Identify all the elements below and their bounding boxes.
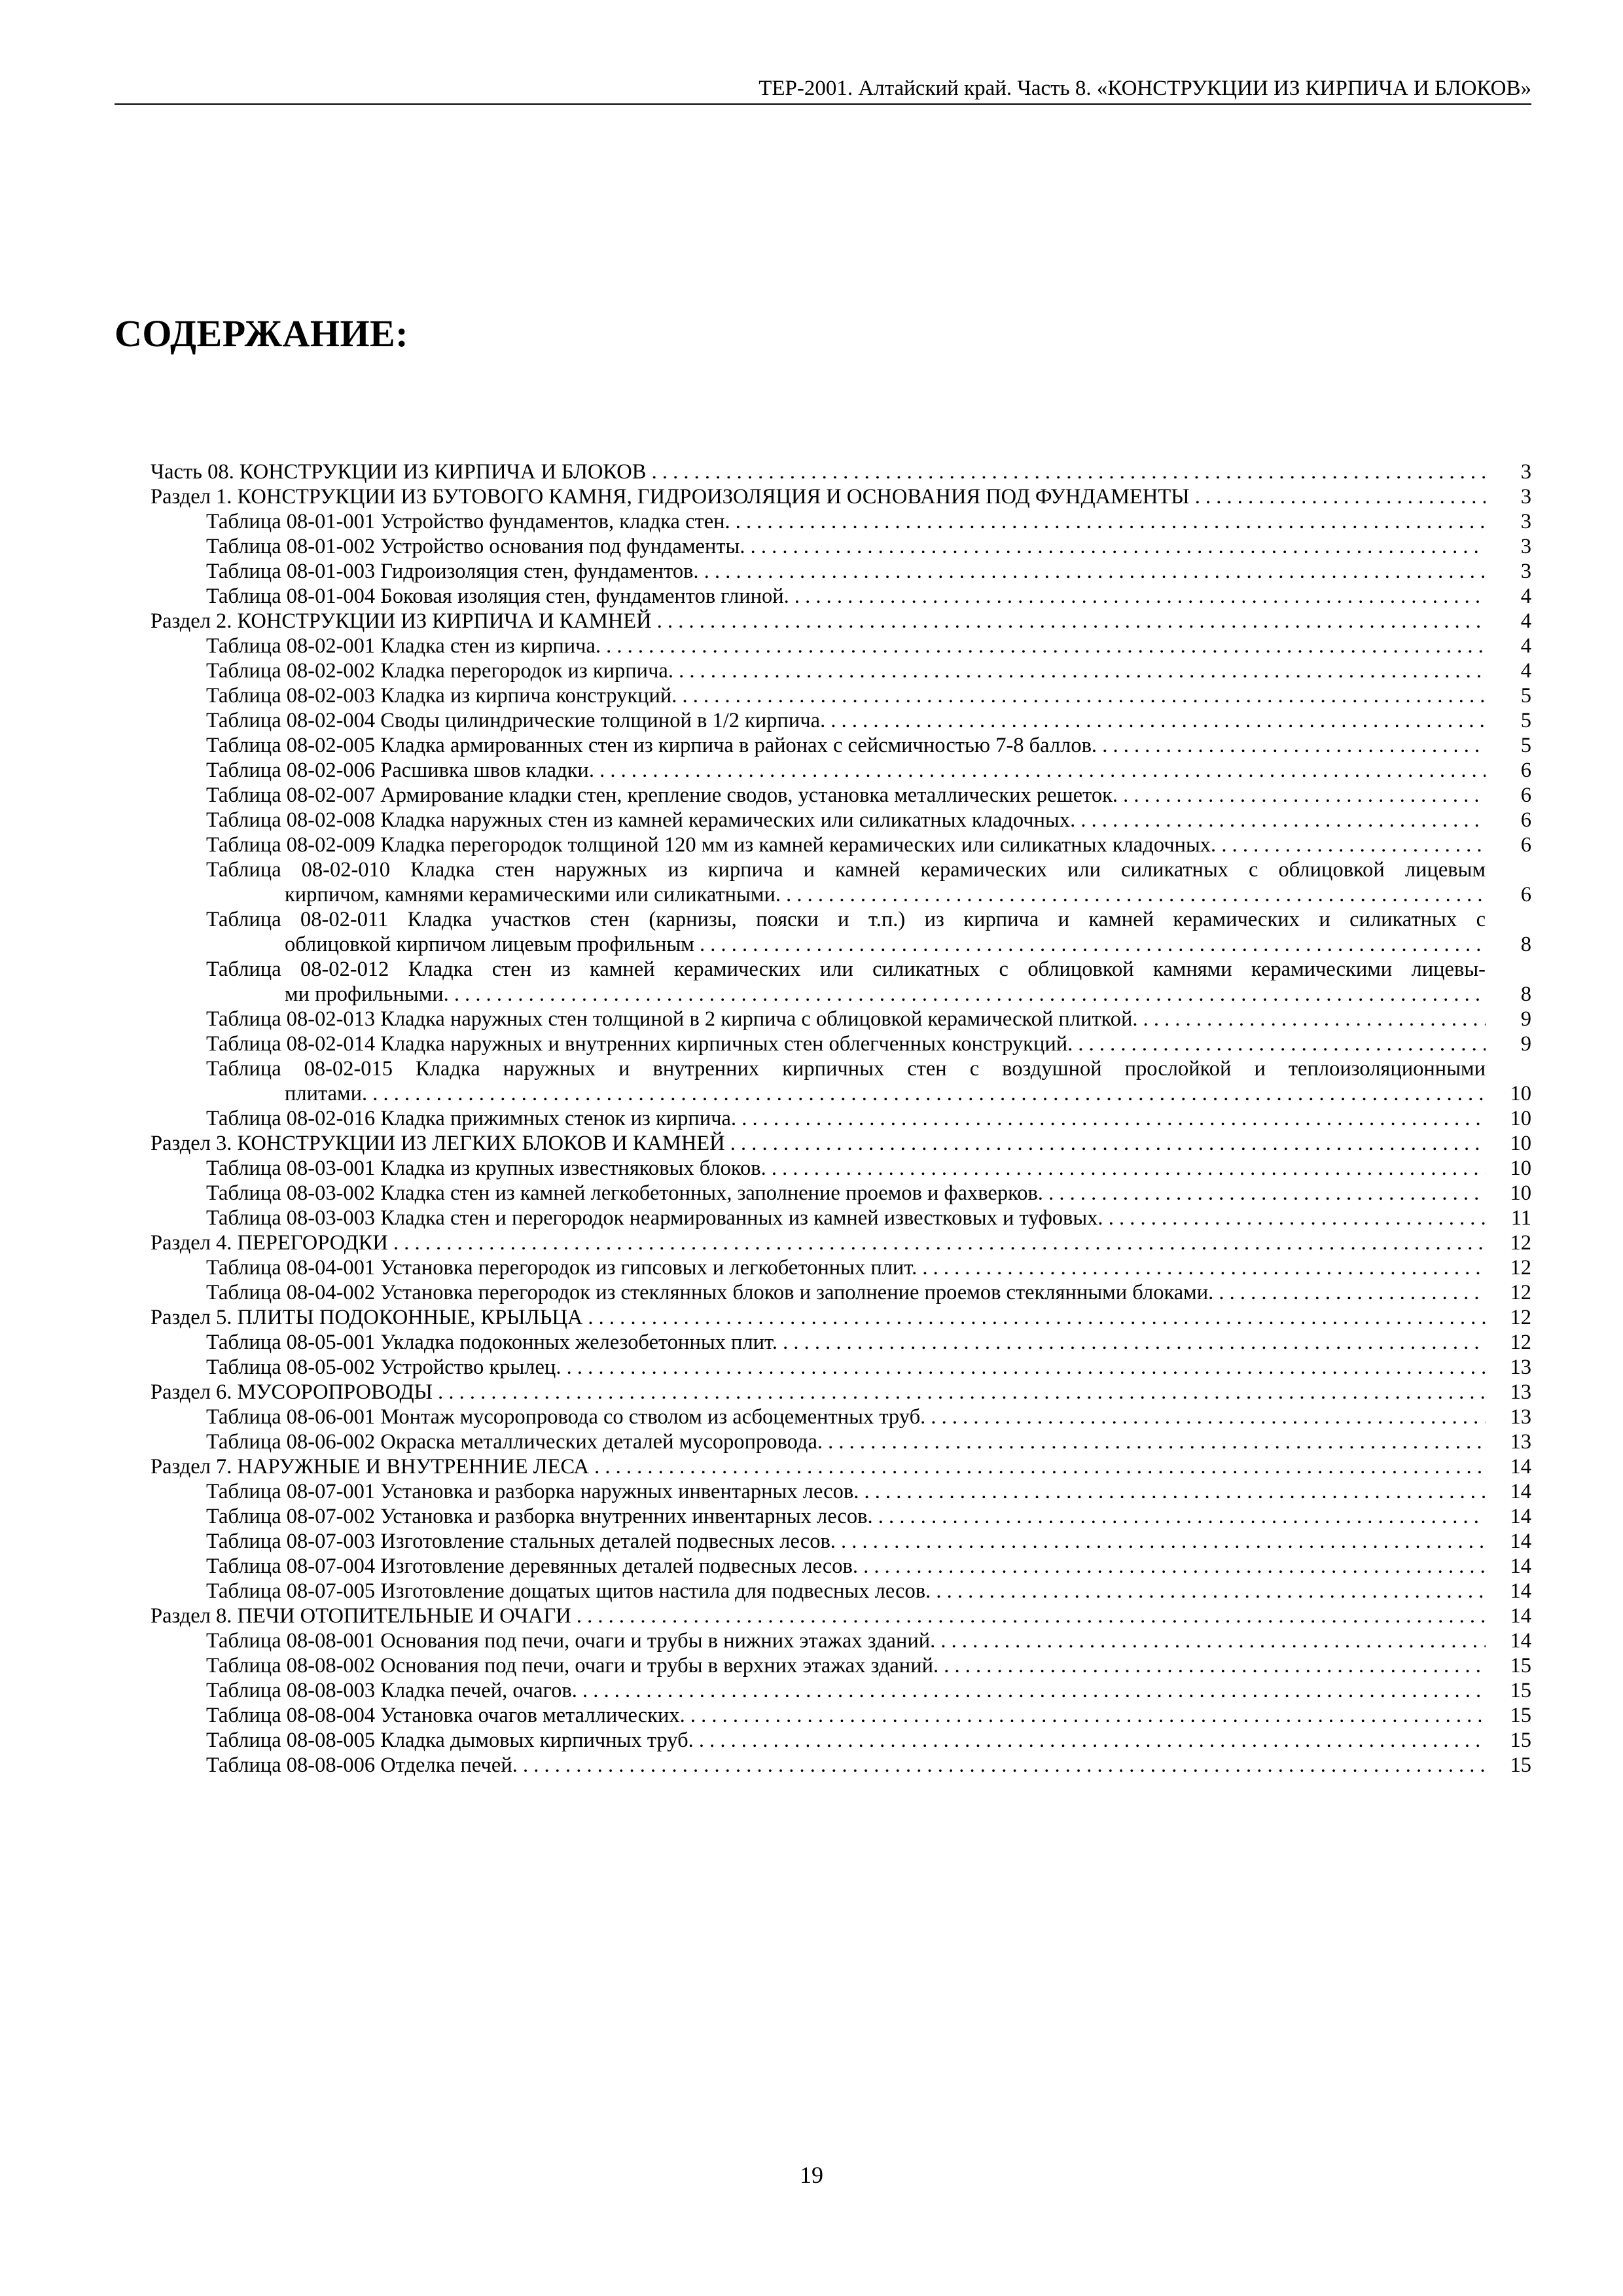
toc-entry-page: 6 [1520,783,1531,807]
toc-table-entry[interactable] [151,1355,1531,1380]
toc-entry-page: 14 [1510,1455,1531,1479]
toc-table-entry[interactable] [151,957,1531,1007]
header-rule [115,103,1531,105]
toc-entry-title: Таблица 08-08-002 Основания под печи, очаги и трубы в верхних этажах зданий. . . . [206,1653,1486,1678]
toc-entry-title: Таблица 08-02-002 Кладка перегородок из кирпича. . . . [206,658,1486,683]
toc-table-entry[interactable] [151,559,1531,584]
toc-entry-page: 13 [1510,1405,1531,1429]
toc-entry-page: 14 [1510,1579,1531,1603]
toc-section-entry[interactable] [151,1380,1531,1405]
toc-table-entry[interactable] [151,1206,1531,1230]
toc-entry-page: 10 [1510,1082,1531,1105]
toc-table-entry[interactable] [151,1703,1531,1728]
toc-table-entry[interactable] [151,708,1531,733]
toc-entry-title: Таблица 08-02-006 Расшивка швов кладки. . . . [206,758,1486,783]
toc-entry-page: 3 [1520,460,1531,484]
toc-entry-title: Раздел 1. КОНСТРУКЦИИ ИЗ БУТОВОГО КАМНЯ, ГИДРОИЗОЛЯЦИЯ И ОСНОВАНИЯ ПОД ФУНДАМЕНТЫ . . . [151,484,1486,509]
toc-entry-page: 10 [1510,1132,1531,1155]
toc-table-entry[interactable] [151,1728,1531,1753]
toc-entry-page: 12 [1510,1331,1531,1354]
toc-entry-page: 13 [1510,1380,1531,1404]
toc-entry-page: 3 [1520,560,1531,583]
toc-entry-page: 15 [1510,1704,1531,1727]
toc-table-entry[interactable] [151,1554,1531,1579]
toc-entry-title: Раздел 4. ПЕРЕГОРОДКИ . . . [151,1230,1486,1255]
toc-section-entry[interactable] [151,1305,1531,1330]
toc-entry-title: Таблица 08-08-003 Кладка печей, очагов. . . . [206,1678,1486,1703]
toc-entry-title: Таблица 08-07-003 Изготовление стальных деталей подвесных лесов. . . . [206,1529,1486,1554]
toc-entry-page: 10 [1510,1107,1531,1130]
toc-entry-title-line1: Таблица 08-02-015 Кладка наружных и внутренних кирпичных стен с воздушной прослойкой и теплоизоляционными [206,1057,1486,1081]
toc-entry-title: Таблица 08-07-004 Изготовление деревянных деталей подвесных лесов. . . . [206,1554,1486,1579]
toc-entry-title: Таблица 08-04-001 Установка перегородок из гипсовых и легкобетонных плит. . . . [206,1255,1486,1280]
toc-entry-title-line2: облицовкой кирпичом лицевым профильным . . . [206,932,1486,957]
page-number: 19 [800,2162,823,2188]
toc-entry-page: 4 [1520,609,1531,633]
toc-entry-title: Таблица 08-07-005 Изготовление дощатых щитов настила для подвесных лесов. . . . [206,1579,1486,1604]
toc-entry-title: Таблица 08-08-004 Установка очагов металлических. . . . [206,1703,1486,1728]
toc-table-entry[interactable] [151,783,1531,808]
toc-entry-title: Раздел 7. НАРУЖНЫЕ И ВНУТРЕННИЕ ЛЕСА . . . [151,1454,1486,1479]
toc-section-entry[interactable] [151,1604,1531,1628]
toc-entry-page: 8 [1520,933,1531,956]
toc-entry-page: 15 [1510,1729,1531,1752]
toc-entry-page: 4 [1520,659,1531,683]
toc-section-entry[interactable] [151,459,1531,484]
toc-entry-title: Таблица 08-01-001 Устройство фундаментов, кладка стен. . . . [206,509,1486,534]
toc-entry-title: Таблица 08-01-004 Боковая изоляция стен, фундаментов глиной. . . . [206,584,1486,609]
toc-table-entry[interactable] [151,1007,1531,1031]
toc-entry-title: Таблица 08-08-001 Основания под печи, очаги и трубы в нижних этажах зданий. . . . [206,1628,1486,1653]
toc-entry-title: Таблица 08-02-016 Кладка прижимных стенок из кирпича. . . . [206,1106,1486,1131]
toc-entry-title: Таблица 08-02-005 Кладка армированных стен из кирпича в районах с сейсмичностью 7-8 баллов. . . . [206,733,1486,758]
toc-entry-page: 14 [1510,1604,1531,1628]
toc-entry-page: 15 [1510,1679,1531,1702]
toc-section-entry[interactable] [151,1131,1531,1156]
toc-entry-page: 14 [1510,1629,1531,1653]
toc-table-entry[interactable] [151,1106,1531,1131]
toc-table-entry[interactable] [151,1330,1531,1355]
toc-entry-title: Таблица 08-02-001 Кладка стен из кирпича. . . . [206,634,1486,658]
toc-entry-page: 9 [1520,1032,1531,1056]
toc-table-entry[interactable] [151,1479,1531,1504]
toc-entry-title [206,907,1486,957]
toc-entry-title: Таблица 08-02-007 Армирование кладки стен, крепление сводов, установка металлических решеток. . . . [206,783,1486,808]
toc-entry-title: Таблица 08-08-005 Кладка дымовых кирпичных труб. . . . [206,1728,1486,1753]
toc-entry-page: 4 [1520,584,1531,608]
toc-entry-page: 15 [1510,1654,1531,1677]
toc-table-entry[interactable] [151,1181,1531,1206]
page-title: СОДЕРЖАНИЕ: [115,312,409,355]
toc-entry-page: 12 [1510,1256,1531,1280]
toc-entry-page: 14 [1510,1480,1531,1503]
toc-entry-title: Раздел 5. ПЛИТЫ ПОДОКОННЫЕ, КРЫЛЬЦА . . . [151,1305,1486,1330]
toc-table-entry[interactable] [151,658,1531,683]
toc-table-entry[interactable] [151,1280,1531,1305]
toc-entry-title: Таблица 08-02-004 Своды цилиндрические толщиной в 1/2 кирпича. . . . [206,708,1486,733]
toc-entry-page: 5 [1520,734,1531,757]
toc-entry-title [206,957,1486,1007]
toc-table-entry[interactable] [151,733,1531,758]
toc-entry-title: Таблица 08-01-002 Устройство основания под фундаменты. . . . [206,534,1486,559]
toc-table-entry[interactable] [151,509,1531,534]
toc-table-entry[interactable] [151,1504,1531,1529]
toc-entry-page: 10 [1510,1181,1531,1205]
toc-table-entry[interactable] [151,584,1531,609]
toc-entry-page: 5 [1520,709,1531,732]
toc-entry-page: 15 [1510,1753,1531,1777]
toc-entry-title: Таблица 08-08-006 Отделка печей. . . . [206,1753,1486,1778]
toc-table-entry[interactable] [151,758,1531,783]
toc-table-entry[interactable] [151,1753,1531,1778]
toc-entry-title: Часть 08. КОНСТРУКЦИИ ИЗ КИРПИЧА И БЛОКОВ . . . [151,459,1486,484]
toc-table-entry[interactable] [151,1255,1531,1280]
toc-entry-title: Таблица 08-05-002 Устройство крылец. . . . [206,1355,1486,1380]
toc-entry-page: 6 [1520,833,1531,857]
toc-entry-page: 12 [1510,1231,1531,1255]
toc-table-entry[interactable] [151,1031,1531,1056]
toc-entry-title: Таблица 08-01-003 Гидроизоляция стен, фундаментов. . . . [206,559,1486,584]
toc-entry-page: 3 [1520,485,1531,509]
running-header: ТЕР-2001. Алтайский край. Часть 8. «КОНСТРУКЦИИ ИЗ КИРПИЧА И БЛОКОВ» [758,77,1531,100]
toc-entry-title: Таблица 08-03-003 Кладка стен и перегородок неармированных из камней известковых и туфовых. . . . [206,1206,1486,1230]
toc-table-entry[interactable] [151,1056,1531,1106]
toc-entry-title-line2: плитами. . . . [206,1081,1486,1106]
toc-table-entry[interactable] [151,534,1531,559]
toc-entry-title: Таблица 08-06-002 Окраска металлических деталей мусоропровода. . . . [206,1429,1486,1454]
toc-entry-title: Таблица 08-05-001 Укладка подоконных железобетонных плит. . . . [206,1330,1486,1355]
toc-entry-page: 6 [1520,808,1531,832]
table-of-contents [151,459,1531,1778]
toc-table-entry[interactable] [151,857,1531,907]
toc-entry-title: Раздел 3. КОНСТРУКЦИИ ИЗ ЛЕГКИХ БЛОКОВ И КАМНЕЙ . . . [151,1131,1486,1156]
toc-entry-title-line1: Таблица 08-02-010 Кладка стен наружных из кирпича и камней керамических или силикатных с облицовкой лицевым [206,858,1486,882]
toc-table-entry[interactable] [151,907,1531,957]
toc-entry-title: Таблица 08-02-013 Кладка наружных стен толщиной в 2 кирпича с облицовкой керамической плиткой. . . . [206,1007,1486,1031]
toc-entry-title: Таблица 08-02-003 Кладка из кирпича конструкций. . . . [206,683,1486,708]
toc-entry-title: Таблица 08-04-002 Установка перегородок из стеклянных блоков и заполнение проемов стеклянными блоками. . . . [206,1280,1486,1305]
toc-table-entry[interactable] [151,1405,1531,1429]
toc-table-entry[interactable] [151,634,1531,658]
toc-table-entry[interactable] [151,683,1531,708]
toc-entry-page: 8 [1520,982,1531,1006]
toc-entry-page: 10 [1510,1157,1531,1180]
toc-entry-page: 9 [1520,1007,1531,1031]
toc-entry-page: 12 [1510,1306,1531,1329]
toc-entry-title: Раздел 8. ПЕЧИ ОТОПИТЕЛЬНЫЕ И ОЧАГИ . . . [151,1604,1486,1628]
toc-entry-title: Таблица 08-03-002 Кладка стен из камней легкобетонных, заполнение проемов и фахверков. . . . [206,1181,1486,1206]
toc-table-entry[interactable] [151,1529,1531,1554]
toc-table-entry[interactable] [151,1628,1531,1653]
toc-entry-title-line1: Таблица 08-02-012 Кладка стен из камней керамических или силикатных с облицовкой камнями керамическими лицевы- [206,958,1486,981]
toc-entry-page: 3 [1520,535,1531,558]
toc-entry-page: 13 [1510,1355,1531,1379]
toc-section-entry[interactable] [151,484,1531,509]
toc-table-entry[interactable] [151,1653,1531,1678]
toc-table-entry[interactable] [151,1678,1531,1703]
toc-entry-page: 12 [1510,1281,1531,1304]
toc-entry-title-line1: Таблица 08-02-011 Кладка участков стен (карнизы, пояски и т.п.) из кирпича и камней керамических и силикатных с [206,908,1486,931]
toc-table-entry[interactable] [151,808,1531,833]
toc-entry-page: 4 [1520,634,1531,658]
toc-entry-title: Таблица 08-03-001 Кладка из крупных известняковых блоков. . . . [206,1156,1486,1181]
toc-entry-title: Таблица 08-02-014 Кладка наружных и внутренних кирпичных стен облегченных конструкций. . . . [206,1031,1486,1056]
toc-entry-title: Таблица 08-02-009 Кладка перегородок толщиной 120 мм из камней керамических или силикатных кладочных. . . . [206,833,1486,857]
toc-table-entry[interactable] [151,1429,1531,1454]
toc-table-entry[interactable] [151,833,1531,857]
toc-entry-title: Таблица 08-07-001 Установка и разборка наружных инвентарных лесов. . . . [206,1479,1486,1504]
toc-entry-title [206,857,1486,907]
toc-entry-page: 6 [1520,883,1531,906]
toc-entry-page: 5 [1520,684,1531,708]
toc-entry-title: Таблица 08-07-002 Установка и разборка внутренних инвентарных лесов. . . . [206,1504,1486,1529]
toc-entry-page: 3 [1520,510,1531,533]
toc-entry-title: Таблица 08-06-001 Монтаж мусоропровода со стволом из асбоцементных труб. . . . [206,1405,1486,1429]
toc-entry-page: 13 [1510,1430,1531,1454]
toc-entry-title-line2: ми профильными. . . . [206,982,1486,1007]
toc-entry-title: Раздел 2. КОНСТРУКЦИИ ИЗ КИРПИЧА И КАМНЕЙ . . . [151,609,1486,634]
toc-entry-title: Таблица 08-02-008 Кладка наружных стен из камней керамических или силикатных кладочных. . . . [206,808,1486,833]
toc-entry-title [206,1056,1486,1106]
toc-table-entry[interactable] [151,1156,1531,1181]
toc-entry-page: 14 [1510,1530,1531,1553]
toc-entry-page: 6 [1520,759,1531,782]
toc-entry-title-line2: кирпичом, камнями керамическими или силикатными. . . . [206,882,1486,907]
toc-entry-title: Раздел 6. МУСОРОПРОВОДЫ . . . [151,1380,1486,1405]
toc-section-entry[interactable] [151,609,1531,634]
toc-section-entry[interactable] [151,1230,1531,1255]
toc-entry-page: 11 [1510,1206,1531,1230]
toc-entry-page: 14 [1510,1505,1531,1528]
toc-section-entry[interactable] [151,1454,1531,1479]
toc-table-entry[interactable] [151,1579,1531,1604]
toc-entry-page: 14 [1510,1554,1531,1578]
